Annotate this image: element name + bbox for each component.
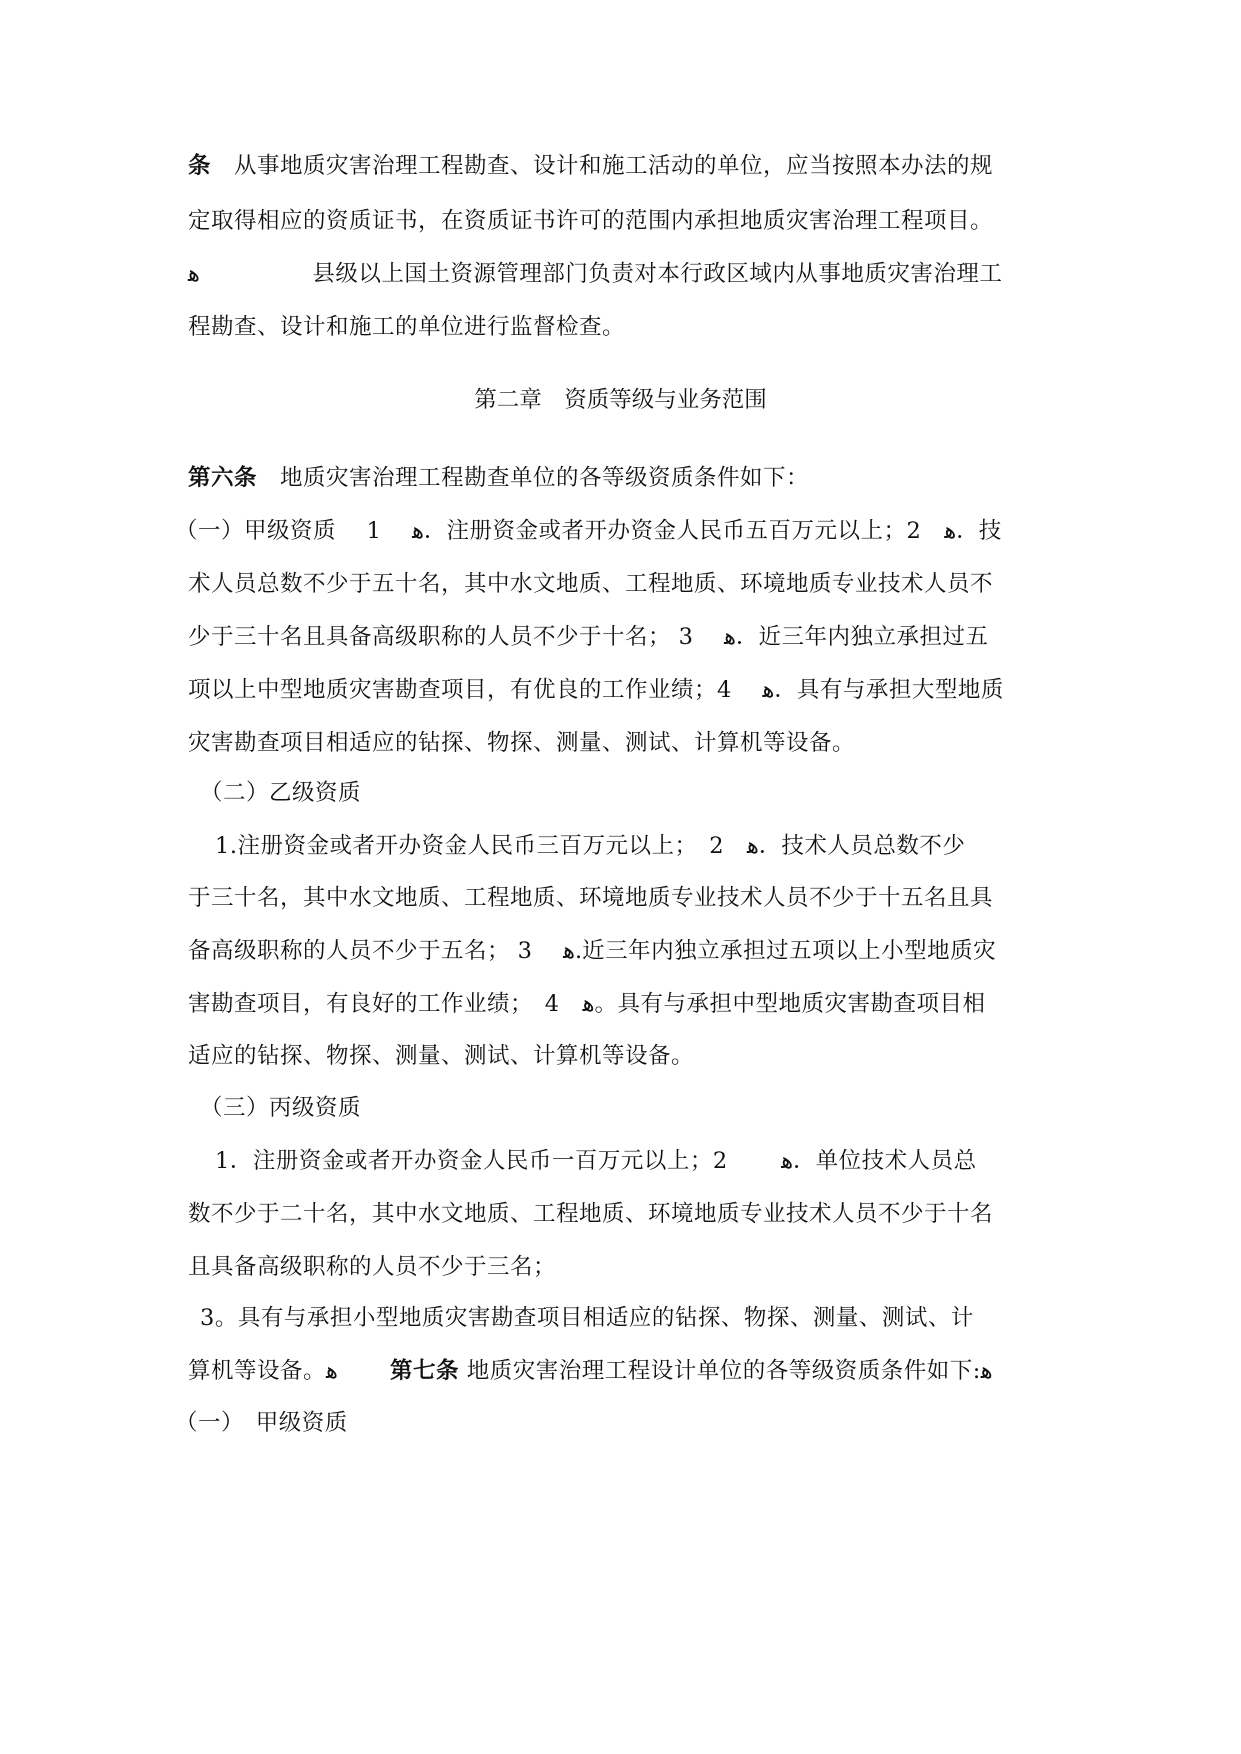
text-segment: 适应的钻探、物探、测量、测试、计算机等设备。 <box>188 1043 695 1069</box>
text-segment: 地质灾害治理工程设计单位的各等级资质条件如下:ﻫ <box>459 1358 993 1384</box>
text-segment: 从事地质灾害治理工程勘查、设计和施工活动的单位，应当按照本办法的规 <box>211 153 994 179</box>
text-line <box>188 986 985 1018</box>
text-segment: 算机等设备。ﻫ <box>188 1358 391 1384</box>
text-line <box>188 672 1004 704</box>
text-line <box>215 1143 977 1175</box>
text-segment: 于三十名，其中水文地质、工程地质、环境地质专业技术人员不少于十五名且具 <box>188 885 994 911</box>
text-segment: 项以上中型地质灾害勘查项目，有优良的工作业绩；4 ﻫ．具有与承担大型地质 <box>188 677 1004 703</box>
text-line <box>188 460 809 492</box>
text-line <box>188 1249 556 1281</box>
text-segment: 程勘查、设计和施工的单位进行监督检查。 <box>188 314 626 340</box>
article-number: 第七条 <box>390 1358 460 1384</box>
text-segment: 地质灾害治理工程勘查单位的各等级资质条件如下： <box>257 465 810 491</box>
text-segment: 数不少于二十名，其中水文地质、工程地质、环境地质专业技术人员不少于十名 <box>188 1201 994 1227</box>
text-segment: 且具备高级职称的人员不少于三名； <box>188 1254 557 1280</box>
text-line <box>188 725 855 757</box>
text-segment: 备高级职称的人员不少于五名； 3 ﻫ.近三年内独立承担过五项以上小型地质灾 <box>188 938 997 964</box>
text-segment: 少于三十名且具备高级职称的人员不少于十名； 3 ﻫ．近三年内独立承担过五 <box>188 624 989 650</box>
text-line <box>188 309 625 341</box>
text-segment: （一） 甲级资质 <box>175 1410 348 1436</box>
text-segment: （二）乙级资质 <box>200 780 362 806</box>
text-line <box>188 203 993 235</box>
text-line <box>188 933 996 965</box>
text-line <box>188 619 989 651</box>
text-segment: 1．注册资金或者开办资金人民币一百万元以上；2 ﻫ．单位技术人员总 <box>215 1148 977 1174</box>
text-segment: （一）甲级资质 1 ﻫ．注册资金或者开办资金人民币五百万元以上；2 ﻫ．技 <box>175 518 1002 544</box>
text-line <box>188 566 993 598</box>
text-line <box>175 1405 348 1437</box>
text-line <box>188 148 993 180</box>
text-line <box>188 1196 993 1228</box>
text-line <box>188 1353 993 1385</box>
text-line <box>175 513 1002 545</box>
text-segment: 定取得相应的资质证书，在资质证书许可的范围内承担地质灾害治理工程项目。 <box>188 208 994 234</box>
text-segment: 灾害勘查项目相适应的钻探、物探、测量、测试、计算机等设备。 <box>188 730 856 756</box>
text-segment: ﻫ 县级以上国土资源管理部门负责对本行政区域内从事地质灾害治理工 <box>188 261 1003 287</box>
text-line <box>215 828 965 860</box>
text-segment: 害勘查项目，有良好的工作业绩； 4 ﻫ。具有与承担中型地质灾害勘查项目相 <box>188 991 986 1017</box>
chapter-heading <box>0 382 1241 414</box>
text-segment: 3。具有与承担小型地质灾害勘查项目相适应的钻探、物探、测量、测试、计 <box>200 1305 974 1331</box>
text-segment: 1.注册资金或者开办资金人民币三百万元以上； 2 ﻫ．技术人员总数不少 <box>215 833 966 859</box>
text-line <box>188 256 1002 288</box>
text-line <box>188 1038 694 1070</box>
text-line <box>200 775 361 807</box>
article-number: 第六条 <box>188 465 258 491</box>
text-segment: （三）丙级资质 <box>200 1095 362 1121</box>
article-number: 条 <box>188 153 212 179</box>
text-segment: 第二章 资质等级与业务范围 <box>474 387 767 413</box>
text-segment: 术人员总数不少于五十名，其中水文地质、工程地质、环境地质专业技术人员不 <box>188 571 994 597</box>
text-line <box>188 880 993 912</box>
text-line <box>200 1300 974 1332</box>
text-line <box>200 1090 361 1122</box>
